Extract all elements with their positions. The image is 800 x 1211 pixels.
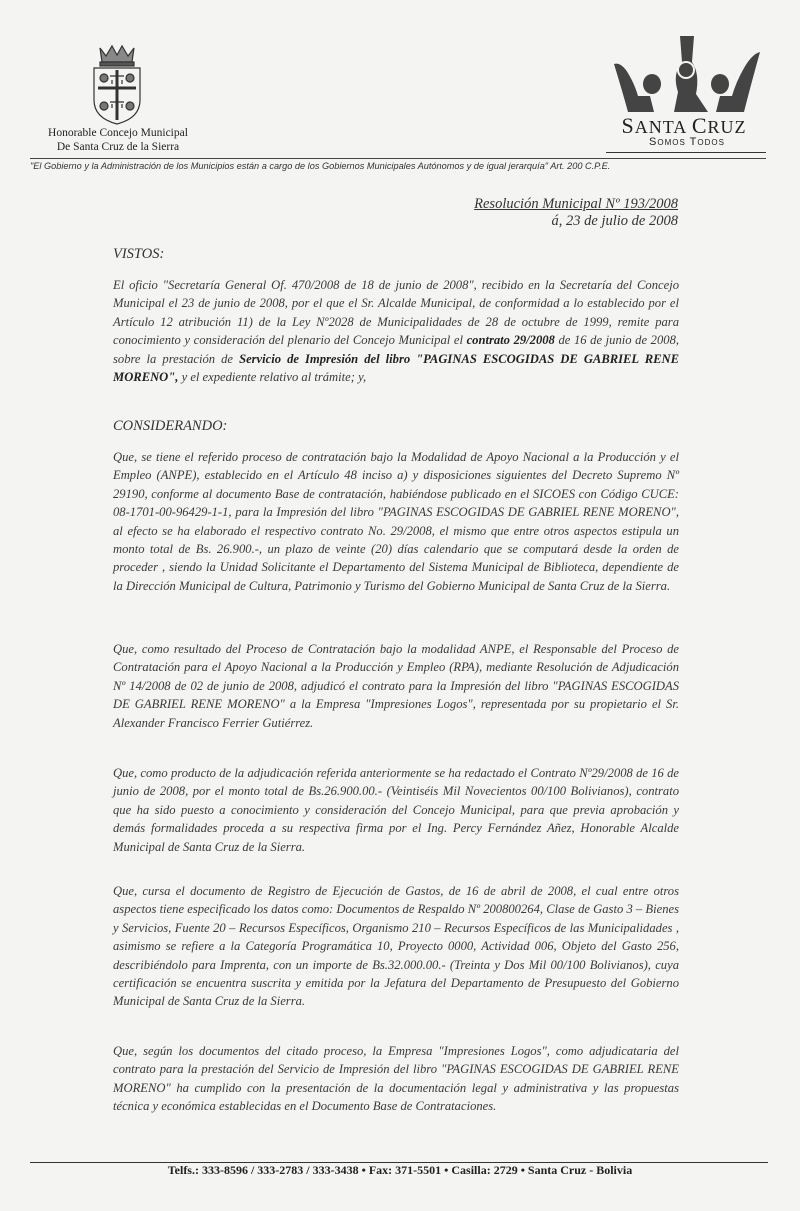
service-description: Servicio de Impresión del libro "PAGINAS ESCOGIDAS DE GABRIEL RENE MORENO", xyxy=(113,351,679,385)
council-name xyxy=(20,126,216,154)
logo-subtitle: Somos Todos xyxy=(649,136,725,148)
logo-title-c: C xyxy=(691,113,708,138)
logo-title-ruz: RUZ xyxy=(707,117,747,137)
contract-number: contrato 29/2008 xyxy=(466,333,555,348)
vistos-paragraph xyxy=(113,276,679,386)
header-divider xyxy=(30,158,766,159)
considerando-paragraph-3: Que, como producto de la adjudicación referida anteriormente se ha redactado el Contrato Nº29/2008 de 16 de junio de 2008, por el monto total de Bs.26.900.00.- (Veintiséis Mil Novecientos 00/100 Bolivianos), contrato que ha sido puesto a conocimiento y consideración del Concejo Municipal, para que previa aprobación y demás formalidades proceda a su respectiva firma por el Ing. Percy Fernández Añez, Honorable Alcalde Municipal de Santa Cruz de la Sierra. xyxy=(113,766,679,854)
resolution-date: á, 23 de julio de 2008 xyxy=(551,213,678,229)
vistos-text-e: y el expediente relativo al trámite; y, xyxy=(178,370,367,385)
header-quote: "El Gobierno y la Administración de los Municipios están a cargo de los Gobiernos Municipales Autónomos y de igual jerarquía" Art. 200 C.P.E. xyxy=(30,161,611,171)
considerando-heading: CONSIDERANDO: xyxy=(113,418,228,434)
council-name-line1: Honorable Concejo Municipal xyxy=(48,127,188,139)
vistos-text-c: de 16 de junio de 2008, sobre la prestación de xyxy=(113,333,680,366)
logo-title-anta: ANTA xyxy=(634,117,692,137)
council-name-line2: De Santa Cruz de la Sierra xyxy=(56,141,180,153)
considerando-paragraph-2: Que, como resultado del Proceso de Contratación bajo la modalidad ANPE, el Responsable del Proceso de Contratación para el Apoyo Nacional a la Producción y Empleo (RPA), mediante Resolución de Adjudicación Nº 14/2008 de 02 de junio de 2008, adjudicó el contrato para la Impresión del libro "PAGINAS ESCOGIDAS DE GABRIEL RENE MORENO" a la Empresa "Impresiones Logos", representada por su propietario el Sr. Alexander Francisco Ferrier Gutiérrez. xyxy=(113,642,679,730)
resolution-title: Resolución Municipal Nº 193/2008 xyxy=(474,196,678,212)
footer-contact: Telfs.: 333-8596 / 333-2783 / 333-3438 • Fax: 371-5501 • Casilla: 2729 • Santa Cruz - Bolivia xyxy=(167,1163,633,1177)
santa-cruz-people-logo-icon xyxy=(612,34,762,114)
logo-underline xyxy=(606,152,766,153)
logo-title-s: S xyxy=(621,113,635,138)
vistos-heading: VISTOS: xyxy=(113,246,165,262)
considerando-paragraph-4: Que, cursa el documento de Registro de Ejecución de Gastos, de 16 de abril de 2008, el cual entre otros aspectos tiene especificado los datos como: Documentos de Respaldo Nº 200800264, Clase de Gasto 3 – Bienes y Servicios, Fuente 20 – Recursos Específicos, Organismo 210 – Recursos Específicos de las Municipalidades , asimismo se refiere a la Categoría Programática 10, Proyecto 0000, Actividad 006, Objeto del Gasto 256, describiéndolo para Imprenta, con un importe de Bs.32.000.00.- (Treinta y Dos Mil 00/100 Bolivianos), cuya certificación se encuentra suscrita y emitida por la Jefatura del Departamento de Presupuesto del Gobierno Municipal de Santa Cruz de la Sierra. xyxy=(113,884,679,1009)
coat-of-arms-icon xyxy=(86,44,148,126)
considerando-paragraph-1: Que, se tiene el referido proceso de contratación bajo la Modalidad de Apoyo Nacional a la Producción y el Empleo (ANPE), establecido en el Artículo 48 inciso a) y disposiciones siguientes del Decreto Supremo Nº 29190, conforme al documento Base de contratación, habiéndose publicado en el SICOES con Código CUCE: 08-1701-00-96429-1-1, para la Impresión del libro "PAGINAS ESCOGIDAS DE GABRIEL RENE MORENO", al efecto se ha elaborado el respectivo contrato No. 29/2008, el mismo que entre otros aspectos estipula un monto total de Bs. 26.900.-, un plazo de veinte (20) días calendario que se computará desde la orden de proceder , siendo la Unidad Solicitante el Departamento del Sistema Municipal de Biblioteca, dependiente de la Dirección Municipal de Cultura, Patrimonio y Turismo del Gobierno Municipal de Santa Cruz de la Sierra. xyxy=(113,450,679,593)
considerando-paragraph-5: Que, según los documentos del citado proceso, la Empresa "Impresiones Logos", como adjudicataria del contrato para la prestación del Servicio de Impresión del libro "PAGINAS ESCOGIDAS DE GABRIEL RENE MORENO" ha cumplido con la presentación de la documentación legal y administrativa y las propuestas técnica y económica establecidas en el Documento Base de Contrataciones. xyxy=(113,1044,679,1114)
vistos-text-a: El oficio "Secretaría General Of. 470/2008 de 18 de junio de 2008", recibido en la Secretaría del Concejo Municipal el 23 de junio de 2008, por el que el Sr. Alcalde Municipal, de conformidad a lo establecido por el Artículo 12 atribución 11) de la Ley Nº2028 de Municipalidades de 28 de octubre de 1999, remite para conocimiento y consideración del plenario del Concejo Municipal el xyxy=(113,278,679,348)
